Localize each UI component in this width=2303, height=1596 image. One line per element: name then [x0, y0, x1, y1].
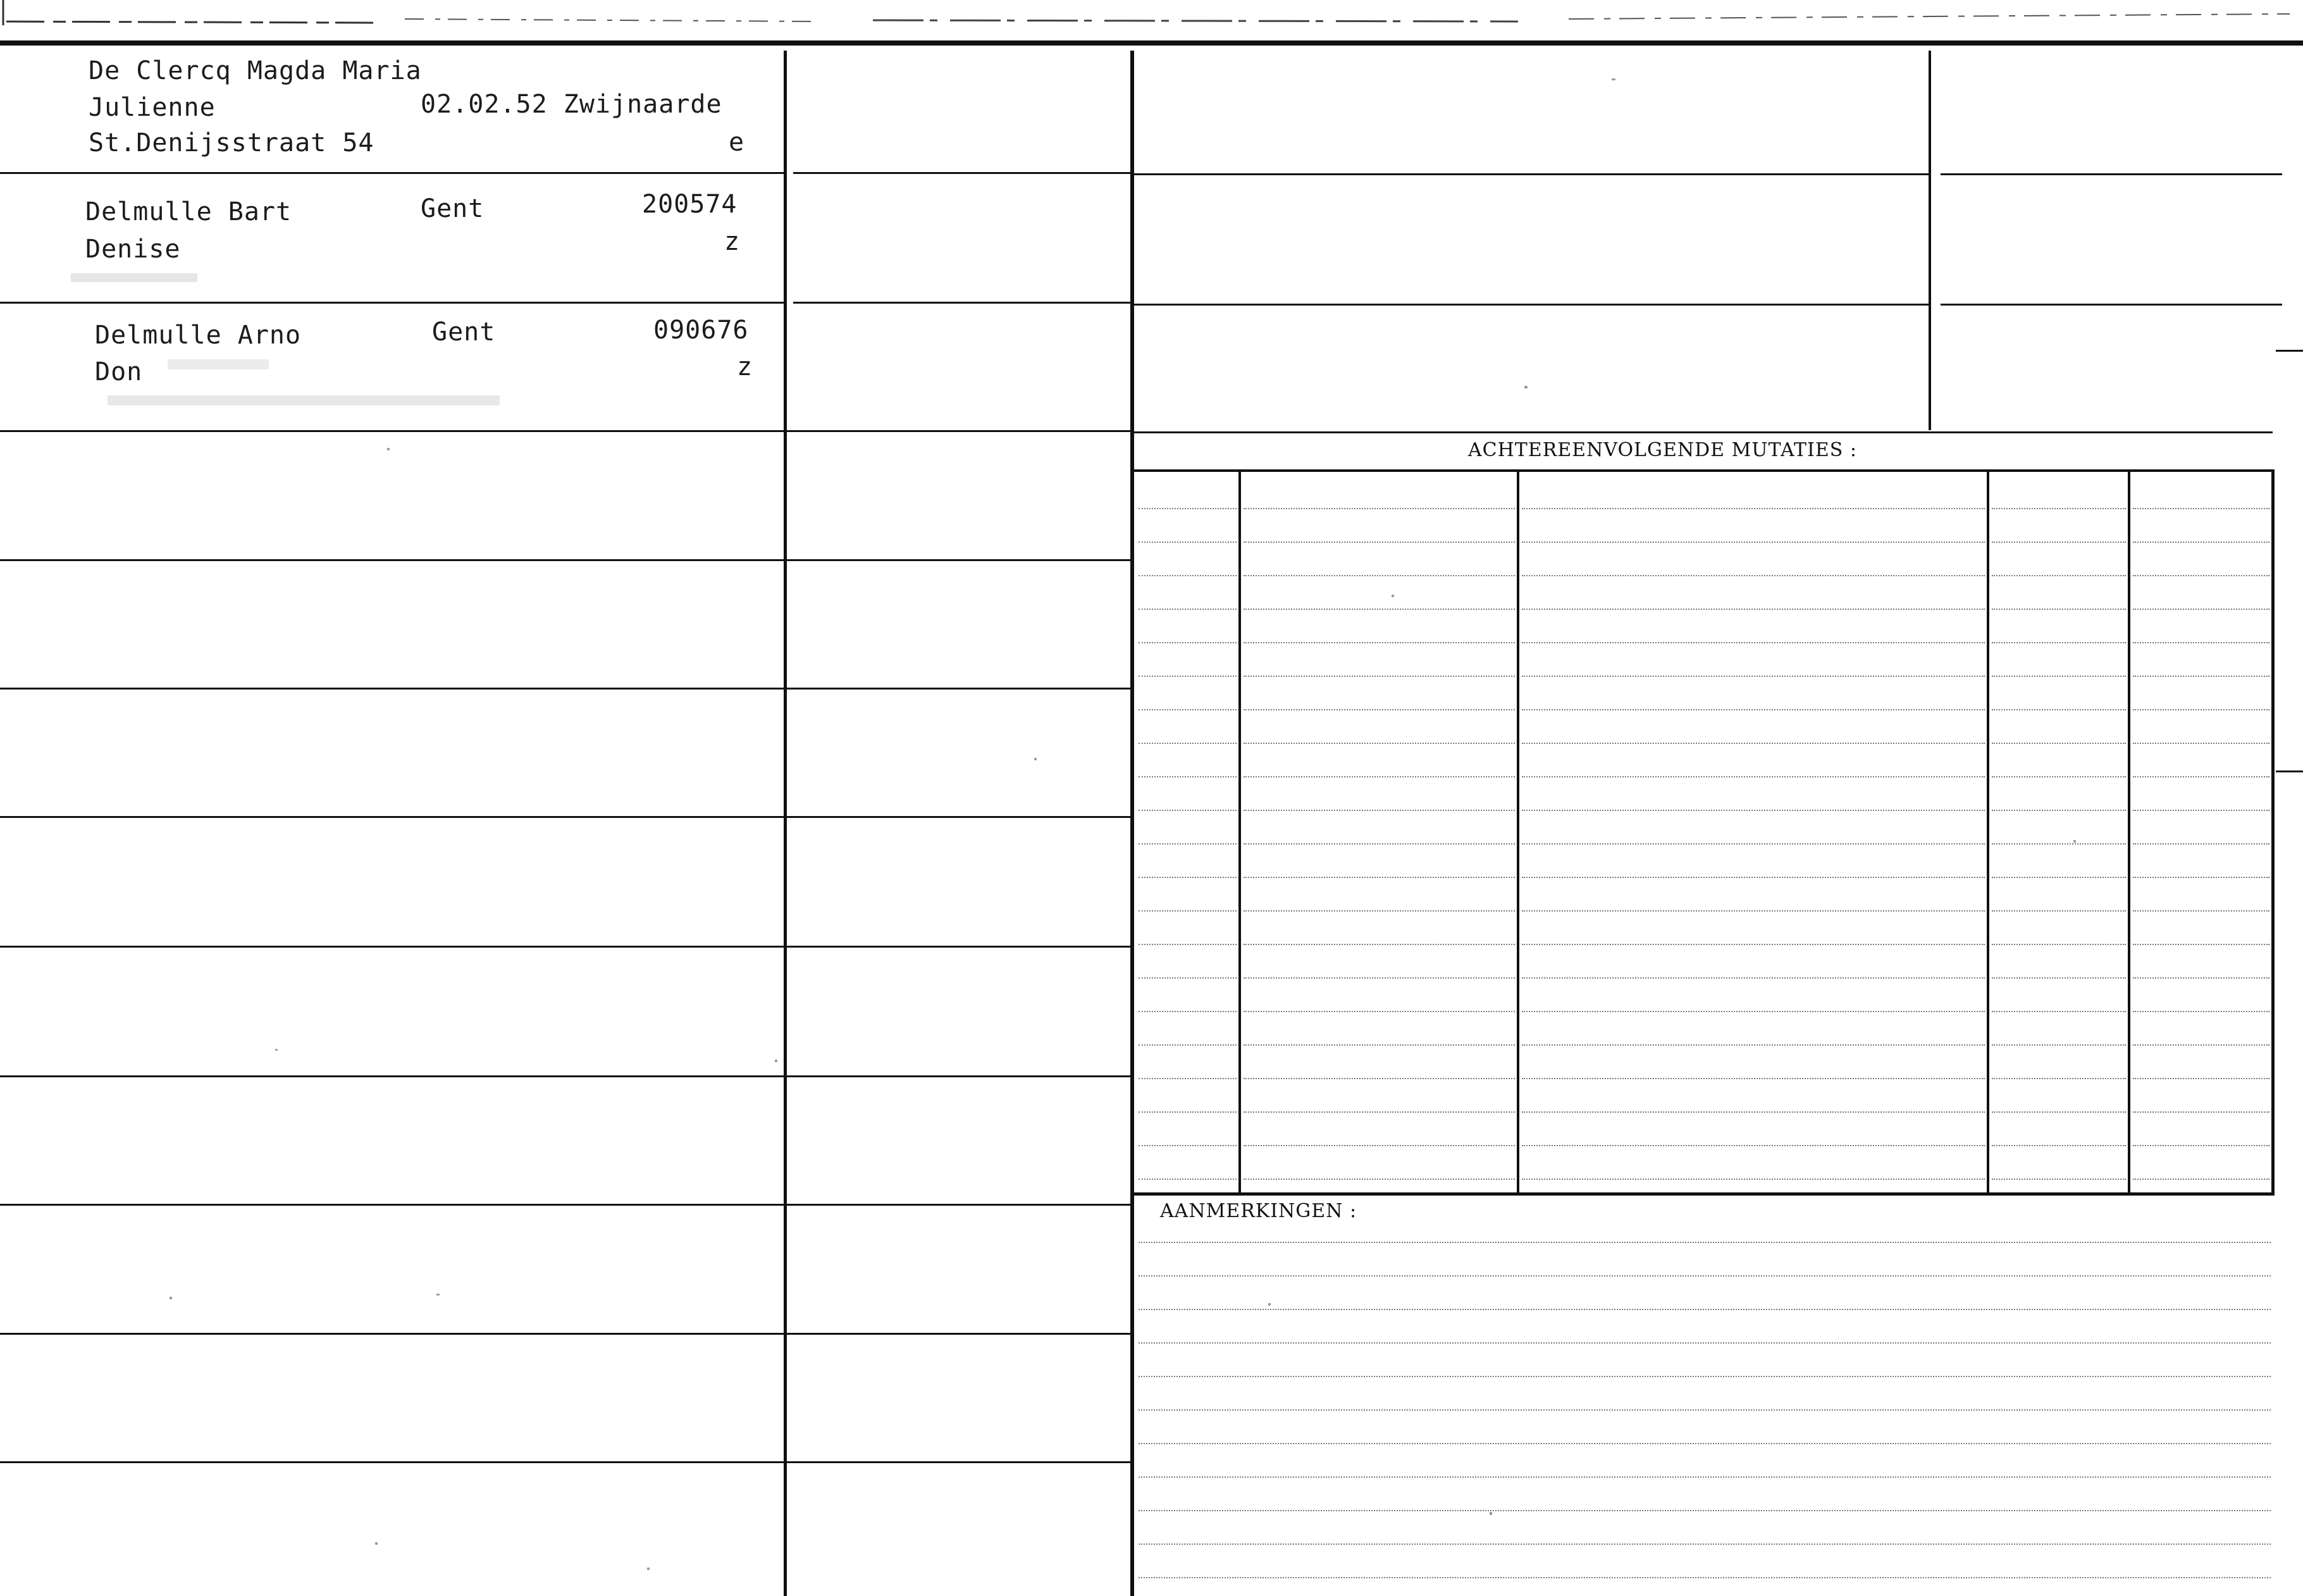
mutations-table-bottom — [1134, 1192, 2275, 1196]
torn-edge-marks — [0, 0, 2303, 44]
scan-speck — [2073, 840, 2076, 843]
mutation-ruled-line — [1244, 877, 1515, 878]
right-row-line — [1134, 173, 1929, 175]
mutation-ruled-line — [1139, 508, 1237, 509]
row-line — [0, 1333, 1130, 1335]
top-border — [0, 40, 2303, 46]
right-row-line — [1134, 304, 1929, 306]
mutation-ruled-line — [2133, 642, 2269, 643]
mutation-ruled-line — [1244, 642, 1515, 643]
scan-speck — [275, 1049, 278, 1051]
faded-smudge — [168, 359, 269, 369]
edge-tick — [2276, 350, 2303, 352]
column-divider-1 — [784, 51, 787, 1596]
mutation-ruled-line — [1139, 575, 1237, 576]
mutation-ruled-line — [1139, 776, 1237, 777]
row-line — [0, 559, 1130, 561]
mutation-ruled-line — [1139, 843, 1237, 844]
mutation-ruled-line — [1992, 810, 2126, 811]
mutation-ruled-line — [2133, 776, 2269, 777]
mutation-ruled-line — [1244, 609, 1515, 610]
record-2-line2: Denise — [85, 235, 181, 264]
mutation-ruled-line — [1522, 944, 1985, 945]
row-line — [0, 1075, 1130, 1077]
remark-ruled-line — [1139, 1510, 2271, 1511]
mutations-col-line — [1517, 472, 1519, 1192]
mutation-ruled-line — [2133, 1011, 2269, 1012]
mutation-ruled-line — [2133, 541, 2269, 543]
mutation-ruled-line — [2133, 709, 2269, 710]
mutation-ruled-line — [2133, 1078, 2269, 1079]
remark-ruled-line — [1139, 1242, 2271, 1243]
scan-speck — [170, 1297, 172, 1299]
mutation-ruled-line — [1139, 1111, 1237, 1113]
mutation-ruled-line — [2133, 1111, 2269, 1113]
mutation-ruled-line — [2133, 508, 2269, 509]
record-1-address: St.Denijsstraat 54 — [89, 128, 374, 158]
mutation-ruled-line — [1139, 810, 1237, 811]
mutation-ruled-line — [1139, 1178, 1237, 1180]
mutation-ruled-line — [1139, 1011, 1237, 1012]
mutation-ruled-line — [1522, 910, 1985, 912]
mutation-ruled-line — [1244, 1111, 1515, 1113]
mutation-ruled-line — [2133, 1145, 2269, 1146]
record-3-place: Gent — [432, 318, 496, 347]
mutation-ruled-line — [1244, 676, 1515, 677]
mutation-ruled-line — [1139, 709, 1237, 710]
record-2-code: z — [724, 227, 741, 256]
mutation-ruled-line — [1522, 776, 1985, 777]
mutation-ruled-line — [1244, 508, 1515, 509]
record-2-place: Gent — [421, 194, 485, 223]
mutation-ruled-line — [1992, 1145, 2126, 1146]
remark-ruled-line — [1139, 1577, 2271, 1578]
mutation-ruled-line — [1522, 1111, 1985, 1113]
remarks-header: AANMERKINGEN : — [1160, 1200, 1357, 1222]
mutation-ruled-line — [1522, 642, 1985, 643]
mutation-ruled-line — [1522, 810, 1985, 811]
mutation-ruled-line — [1139, 541, 1237, 543]
edge-tick — [2276, 770, 2303, 772]
mutation-ruled-line — [1992, 1111, 2126, 1113]
record-3-code: z — [737, 352, 753, 381]
mutation-ruled-line — [1992, 709, 2126, 710]
scan-speck — [1392, 595, 1394, 597]
mutations-table-top — [1134, 469, 2275, 472]
mutation-ruled-line — [1139, 977, 1237, 979]
scan-speck — [1524, 386, 1528, 388]
mutation-ruled-line — [1992, 1011, 2126, 1012]
scan-speck — [1268, 1303, 1271, 1306]
mutation-ruled-line — [2133, 575, 2269, 576]
mutation-ruled-line — [1139, 642, 1237, 643]
remark-ruled-line — [1139, 1443, 2271, 1444]
right-row-line — [1134, 431, 2273, 433]
mutation-ruled-line — [1992, 877, 2126, 878]
mutation-ruled-line — [1992, 910, 2126, 912]
mutation-ruled-line — [2133, 910, 2269, 912]
mutation-ruled-line — [1522, 676, 1985, 677]
mutation-ruled-line — [2133, 977, 2269, 979]
mutation-ruled-line — [1244, 1178, 1515, 1180]
mutation-ruled-line — [1139, 1078, 1237, 1079]
column-divider-2 — [1130, 51, 1134, 1596]
mutation-ruled-line — [1244, 910, 1515, 912]
mutation-ruled-line — [1139, 910, 1237, 912]
mutation-ruled-line — [1244, 776, 1515, 777]
mutation-ruled-line — [1522, 575, 1985, 576]
mutation-ruled-line — [2133, 1044, 2269, 1046]
right-row-line — [1941, 304, 2282, 306]
mutation-ruled-line — [1139, 743, 1237, 744]
mutation-ruled-line — [1522, 1011, 1985, 1012]
scan-speck — [775, 1060, 777, 1062]
record-3-line2: Don — [95, 357, 143, 387]
record-1-date-place: 02.02.52 Zwijnaarde — [421, 90, 722, 119]
mutations-col-line — [1987, 472, 1989, 1192]
mutation-ruled-line — [1992, 609, 2126, 610]
mutation-ruled-line — [1992, 977, 2126, 979]
scan-speck — [647, 1568, 650, 1570]
row-line — [0, 302, 784, 304]
scanned-top-edge — [0, 0, 2303, 44]
mutations-header: ACHTEREENVOLGENDE MUTATIES : — [1468, 439, 1857, 461]
mutation-ruled-line — [2133, 609, 2269, 610]
mutation-ruled-line — [1244, 1044, 1515, 1046]
mutation-ruled-line — [2133, 810, 2269, 811]
remark-ruled-line — [1139, 1543, 2271, 1545]
mutation-ruled-line — [1992, 776, 2126, 777]
scan-speck — [1612, 78, 1615, 80]
row-line — [0, 816, 1130, 818]
mutation-ruled-line — [1244, 743, 1515, 744]
mutation-ruled-line — [1522, 743, 1985, 744]
mutation-ruled-line — [1139, 1145, 1237, 1146]
mutation-ruled-line — [1244, 541, 1515, 543]
mutation-ruled-line — [1992, 743, 2126, 744]
mutation-ruled-line — [1244, 1011, 1515, 1012]
mutation-ruled-line — [1992, 1044, 2126, 1046]
mutation-ruled-line — [1522, 609, 1985, 610]
remark-ruled-line — [1139, 1376, 2271, 1377]
scan-speck — [436, 1294, 440, 1296]
record-2-name: Delmulle Bart — [85, 197, 292, 226]
right-upper-divider — [1929, 51, 1931, 430]
mutation-ruled-line — [1522, 1044, 1985, 1046]
mutation-ruled-line — [1139, 676, 1237, 677]
mutation-ruled-line — [1522, 843, 1985, 844]
mutation-ruled-line — [1139, 877, 1237, 878]
record-3-name: Delmulle Arno — [95, 321, 302, 350]
remark-ruled-line — [1139, 1309, 2271, 1310]
record-3-date: 090676 — [653, 316, 749, 345]
mutation-ruled-line — [1522, 1078, 1985, 1079]
mutation-ruled-line — [1244, 810, 1515, 811]
row-line — [793, 302, 1130, 304]
row-line — [0, 172, 784, 174]
remark-ruled-line — [1139, 1409, 2271, 1411]
mutation-ruled-line — [1992, 575, 2126, 576]
remark-ruled-line — [1139, 1275, 2271, 1277]
mutations-col-line — [2128, 472, 2130, 1192]
mutation-ruled-line — [1244, 944, 1515, 945]
mutation-ruled-line — [1244, 709, 1515, 710]
mutation-ruled-line — [1992, 944, 2126, 945]
mutation-ruled-line — [1522, 877, 1985, 878]
mutation-ruled-line — [1139, 944, 1237, 945]
scan-speck — [1490, 1512, 1492, 1515]
mutation-ruled-line — [1992, 843, 2126, 844]
record-2-date: 200574 — [642, 190, 738, 219]
row-line — [0, 430, 1130, 432]
mutation-ruled-line — [1244, 575, 1515, 576]
mutation-ruled-line — [1992, 508, 2126, 509]
remark-ruled-line — [1139, 1476, 2271, 1478]
mutation-ruled-line — [1522, 508, 1985, 509]
right-row-line — [1941, 173, 2282, 175]
mutation-ruled-line — [1139, 1044, 1237, 1046]
row-line — [0, 946, 1130, 948]
row-line — [0, 1204, 1130, 1206]
record-1-name: De Clercq Magda Maria — [89, 56, 422, 85]
remark-ruled-line — [1139, 1342, 2271, 1344]
faded-smudge — [108, 395, 500, 405]
mutation-ruled-line — [1244, 977, 1515, 979]
mutation-ruled-line — [1244, 1145, 1515, 1146]
mutation-ruled-line — [2133, 877, 2269, 878]
mutation-ruled-line — [1522, 709, 1985, 710]
record-1-first-name: Julienne — [89, 93, 216, 122]
mutation-ruled-line — [1992, 1178, 2126, 1180]
faded-smudge — [71, 273, 197, 282]
mutation-ruled-line — [2133, 1178, 2269, 1180]
mutation-ruled-line — [1992, 642, 2126, 643]
scan-speck — [375, 1542, 378, 1545]
mutation-ruled-line — [1522, 1178, 1985, 1180]
mutation-ruled-line — [1522, 541, 1985, 543]
mutation-ruled-line — [1522, 977, 1985, 979]
mutation-ruled-line — [1992, 676, 2126, 677]
mutation-ruled-line — [1992, 541, 2126, 543]
mutation-ruled-line — [2133, 676, 2269, 677]
mutation-ruled-line — [1244, 843, 1515, 844]
mutation-ruled-line — [1139, 609, 1237, 610]
mutations-col-line — [2271, 472, 2275, 1192]
row-line — [0, 1461, 1130, 1463]
mutation-ruled-line — [2133, 843, 2269, 844]
row-line — [793, 172, 1130, 174]
record-1-code: e — [729, 128, 745, 157]
mutation-ruled-line — [1992, 1078, 2126, 1079]
mutation-ruled-line — [2133, 743, 2269, 744]
scan-speck — [1034, 758, 1037, 760]
scan-speck — [387, 448, 390, 450]
mutation-ruled-line — [1522, 1145, 1985, 1146]
mutations-col-line — [1238, 472, 1241, 1192]
mutation-ruled-line — [2133, 944, 2269, 945]
row-line — [0, 688, 1130, 690]
mutation-ruled-line — [1244, 1078, 1515, 1079]
